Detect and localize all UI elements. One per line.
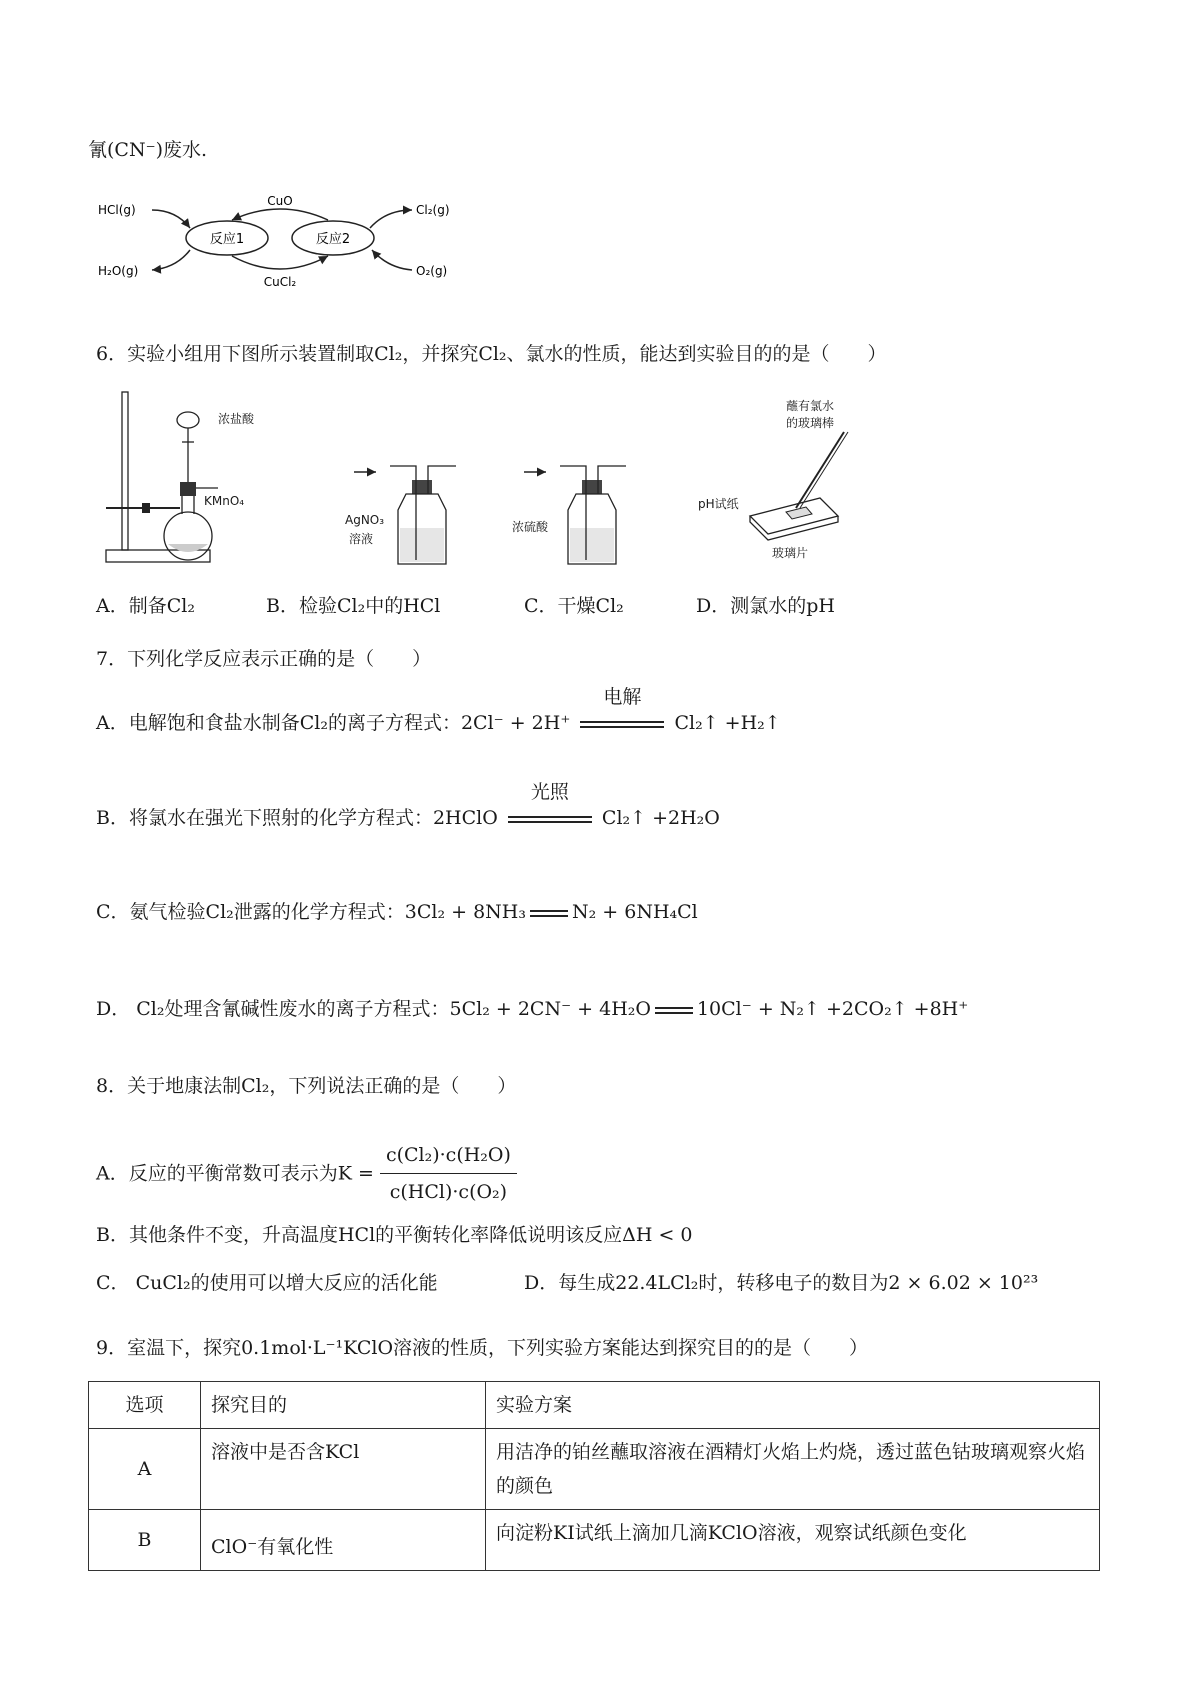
a-flask-label: KMnO₄	[204, 494, 245, 508]
d-plate-label: 玻璃片	[772, 546, 809, 560]
q7-d-suffix: 10Cl⁻ + N₂↑ +2CO₂↑ +8H⁺	[696, 998, 969, 1020]
q8-a-fraction	[380, 1140, 517, 1207]
table-header-purpose: 探究目的	[201, 1382, 486, 1429]
q7-a-equals	[580, 721, 664, 728]
table-cell-option: B	[89, 1510, 201, 1571]
cuo-label: CuO	[267, 194, 293, 208]
q7-option-a	[96, 686, 781, 736]
q8-option-a	[96, 1140, 517, 1207]
cuo-arrow	[232, 209, 328, 220]
q7-option-b	[96, 781, 720, 831]
q7-c-equals	[530, 910, 568, 917]
q9-stem: 9．室温下，探究0.1mol·L⁻¹KClO溶液的性质，下列实验方案能达到探究目的的是（ ）	[96, 1337, 869, 1359]
q8-option-d: D．每生成22.4LCl₂时，转移电子的数目为2 × 6.02 × 10²³	[524, 1272, 1039, 1294]
hcl-label: HCl(g)	[98, 203, 136, 217]
q7-c-prefix: C．氨气检验Cl₂泄露的化学方程式：3Cl₂ + 8NH₃	[96, 901, 526, 923]
table-cell-plan: 向淀粉KI试纸上滴加几滴KClO溶液，观察试纸颜色变化	[486, 1510, 1100, 1571]
q8-a-numerator: c(Cl₂)·c(H₂O)	[380, 1140, 517, 1174]
table-header-plan: 实验方案	[486, 1382, 1100, 1429]
d-rod-label-2: 的玻璃棒	[786, 416, 835, 430]
o2-label: O₂(g)	[416, 264, 448, 278]
c-label: 浓硫酸	[512, 520, 549, 534]
q6-option-c: C．干燥Cl₂	[524, 595, 624, 617]
table-header-option: 选项	[89, 1382, 201, 1429]
cucl2-label: CuCl₂	[263, 275, 297, 289]
h2o-out-arrow	[152, 250, 190, 270]
d-paper-label: pH试纸	[698, 497, 739, 511]
q7-b-prefix: B．将氯水在强光下照射的化学方程式：2HClO	[96, 807, 498, 829]
q7-a-condition: 电解	[603, 686, 642, 708]
q6-option-a: A．制备Cl₂	[96, 595, 195, 617]
table-cell-plan: 用洁净的铂丝蘸取溶液在酒精灯火焰上灼烧，透过蓝色钴玻璃观察火焰的颜色	[486, 1429, 1100, 1510]
q8-a-prefix: A．反应的平衡常数可表示为K =	[96, 1162, 374, 1185]
table-cell-purpose: 溶液中是否含KCl	[201, 1429, 486, 1510]
cl2-out-arrow	[370, 210, 412, 228]
reaction2-label: 反应2	[315, 232, 351, 247]
cucl2-arrow	[232, 256, 328, 269]
q8-stem: 8．关于地康法制Cl₂，下列说法正确的是（ ）	[96, 1075, 517, 1097]
q7-d-prefix: D． Cl₂处理含氰碱性废水的离子方程式：5Cl₂ + 2CN⁻ + 4H₂O	[96, 998, 651, 1020]
intro-line: 氰(CN⁻)废水.	[88, 139, 208, 161]
table-cell-purpose: ClO⁻有氧化性	[201, 1510, 486, 1571]
q7-d-equals	[655, 1007, 693, 1014]
b-label-1: AgNO₃	[345, 513, 385, 527]
q6-option-b: B．检验Cl₂中的HCl	[266, 595, 441, 617]
q6-option-d: D．测氯水的pH	[696, 595, 835, 617]
q7-a-suffix: Cl₂↑ +H₂↑	[674, 712, 781, 734]
q6-stem: 6．实验小组用下图所示装置制取Cl₂，并探究Cl₂、氯水的性质，能达到实验目的的是（ ）	[96, 343, 887, 365]
q8-option-b: B．其他条件不变，升高温度HCl的平衡转化率降低说明该反应ΔH < 0	[96, 1224, 693, 1246]
d-rod-label-1: 蘸有氯水	[786, 399, 835, 413]
o2-in-arrow	[372, 250, 412, 270]
cl2-label: Cl₂(g)	[416, 203, 450, 217]
a-funnel-label: 浓盐酸	[218, 412, 255, 426]
q7-c-suffix: N₂ + 6NH₄Cl	[572, 901, 698, 923]
q7-a-prefix: A．电解饱和食盐水制备Cl₂的离子方程式：2Cl⁻ + 2H⁺	[96, 712, 571, 734]
q8-option-c: C． CuCl₂的使用可以增大反应的活化能	[96, 1272, 438, 1294]
q7-b-suffix: Cl₂↑ +2H₂O	[601, 807, 720, 829]
q7-option-d	[96, 996, 968, 1022]
cycle-diagram	[96, 190, 466, 290]
table-row	[89, 1510, 1100, 1571]
q7-stem: 7．下列化学反应表示正确的是（ ）	[96, 648, 432, 670]
table-header-row	[89, 1382, 1100, 1429]
q7-b-equals	[508, 816, 592, 823]
reaction1-label: 反应1	[209, 232, 245, 247]
apparatus-c	[520, 460, 630, 570]
q7-b-condition: 光照	[530, 781, 569, 803]
hcl-in-arrow	[152, 210, 190, 228]
apparatus-d	[720, 420, 860, 560]
table-cell-option: A	[89, 1429, 201, 1510]
b-label-2: 溶液	[349, 532, 374, 546]
h2o-label: H₂O(g)	[98, 264, 139, 278]
q7-option-c	[96, 899, 698, 925]
q8-a-denominator: c(HCl)·c(O₂)	[389, 1181, 508, 1203]
table-row	[89, 1429, 1100, 1510]
q9-table	[88, 1381, 1100, 1571]
